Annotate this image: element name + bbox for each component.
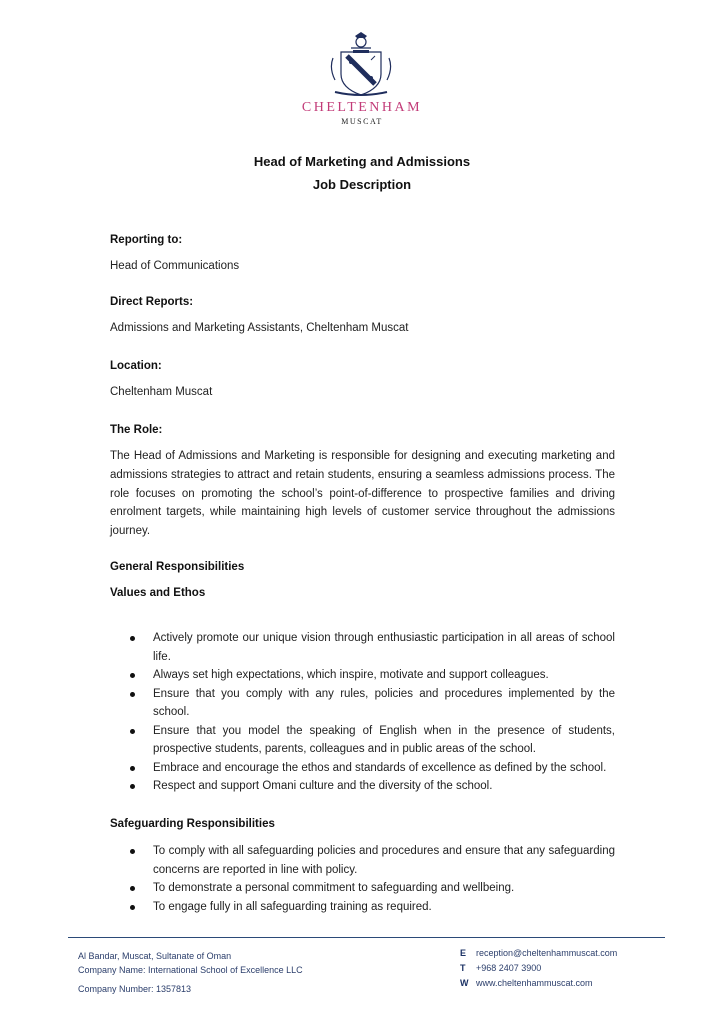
bullet-icon: [130, 905, 135, 910]
role-description: The Head of Admissions and Marketing is responsible for designing and executing marketing and admissions strategies to attract and retain students, ensuring a seamless admissions process. The role focuses on promoting the school’s point-of-difference to prospective families and driving enrolment targets, while maintaining high levels of customer service throughout the admissions journey.: [110, 450, 615, 538]
direct-reports-value: Admissions and Marketing Assistants, Cheltenham Muscat: [110, 322, 409, 334]
list-item: Always set high expectations, which inspire, motivate and support colleagues.: [110, 666, 615, 685]
bullet-icon: [130, 636, 135, 641]
footer-email: [460, 948, 617, 958]
role-heading: The Role:: [110, 424, 163, 436]
website-link[interactable]: www.cheltenhammuscat.com: [476, 978, 593, 988]
list-item: Ensure that you comply with any rules, policies and procedures implemented by the school.: [110, 685, 615, 722]
bullet-icon: [130, 673, 135, 678]
document-subtitle: Job Description: [312, 177, 412, 192]
list-item: To engage fully in all safeguarding training as required.: [110, 898, 615, 917]
list-item: Ensure that you model the speaking of English when in the presence of students, prospective students, parents, colleagues and in public areas of the school.: [110, 722, 615, 759]
bullet-icon: [130, 729, 135, 734]
school-crest-logo: [327, 32, 395, 98]
bullet-icon: [130, 849, 135, 854]
location-value: Cheltenham Muscat: [110, 386, 213, 398]
bullet-icon: [130, 784, 135, 789]
list-item: Actively promote our unique vision through enthusiastic participation in all areas of school life.: [110, 629, 615, 666]
list-item: To comply with all safeguarding policies and procedures and ensure that any safeguarding concerns are reported in line with policy.: [110, 842, 615, 879]
brand-name: CHELTENHAM: [301, 100, 423, 115]
footer-address: Al Bandar, Muscat, Sultanate of Oman: [78, 951, 232, 961]
reporting-heading: Reporting to:: [110, 234, 183, 246]
values-ethos-heading: Values and Ethos: [110, 587, 206, 599]
brand-subtitle: MUSCAT: [341, 117, 383, 126]
footer-website: [460, 978, 593, 988]
footer-divider: [68, 937, 665, 938]
email-link[interactable]: reception@cheltenhammuscat.com: [476, 948, 618, 958]
general-responsibilities-heading: General Responsibilities: [110, 561, 245, 573]
phone-label: T: [460, 963, 466, 973]
document-title: Head of Marketing and Admissions: [253, 154, 471, 169]
location-heading: Location:: [110, 360, 162, 372]
safeguarding-list: [110, 842, 615, 916]
direct-reports-heading: Direct Reports:: [110, 296, 194, 308]
safeguarding-heading: Safeguarding Responsibilities: [110, 818, 275, 830]
footer-company-name: Company Name: International School of Excellence LLC: [78, 965, 303, 975]
list-item: Embrace and encourage the ethos and standards of excellence as defined by the school.: [110, 759, 615, 778]
bullet-icon: [130, 766, 135, 771]
footer-company-number: Company Number: 1357813: [78, 984, 192, 994]
list-item: To demonstrate a personal commitment to safeguarding and wellbeing.: [110, 879, 615, 898]
footer-phone: [460, 963, 541, 973]
bullet-icon: [130, 692, 135, 697]
email-label: E: [460, 948, 467, 958]
web-label: W: [460, 978, 469, 988]
reporting-value: Head of Communications: [110, 260, 240, 272]
bullet-icon: [130, 886, 135, 891]
values-list: [110, 629, 615, 796]
phone-number: +968 2407 3900: [476, 963, 542, 973]
list-item: Respect and support Omani culture and the diversity of the school.: [110, 777, 615, 796]
